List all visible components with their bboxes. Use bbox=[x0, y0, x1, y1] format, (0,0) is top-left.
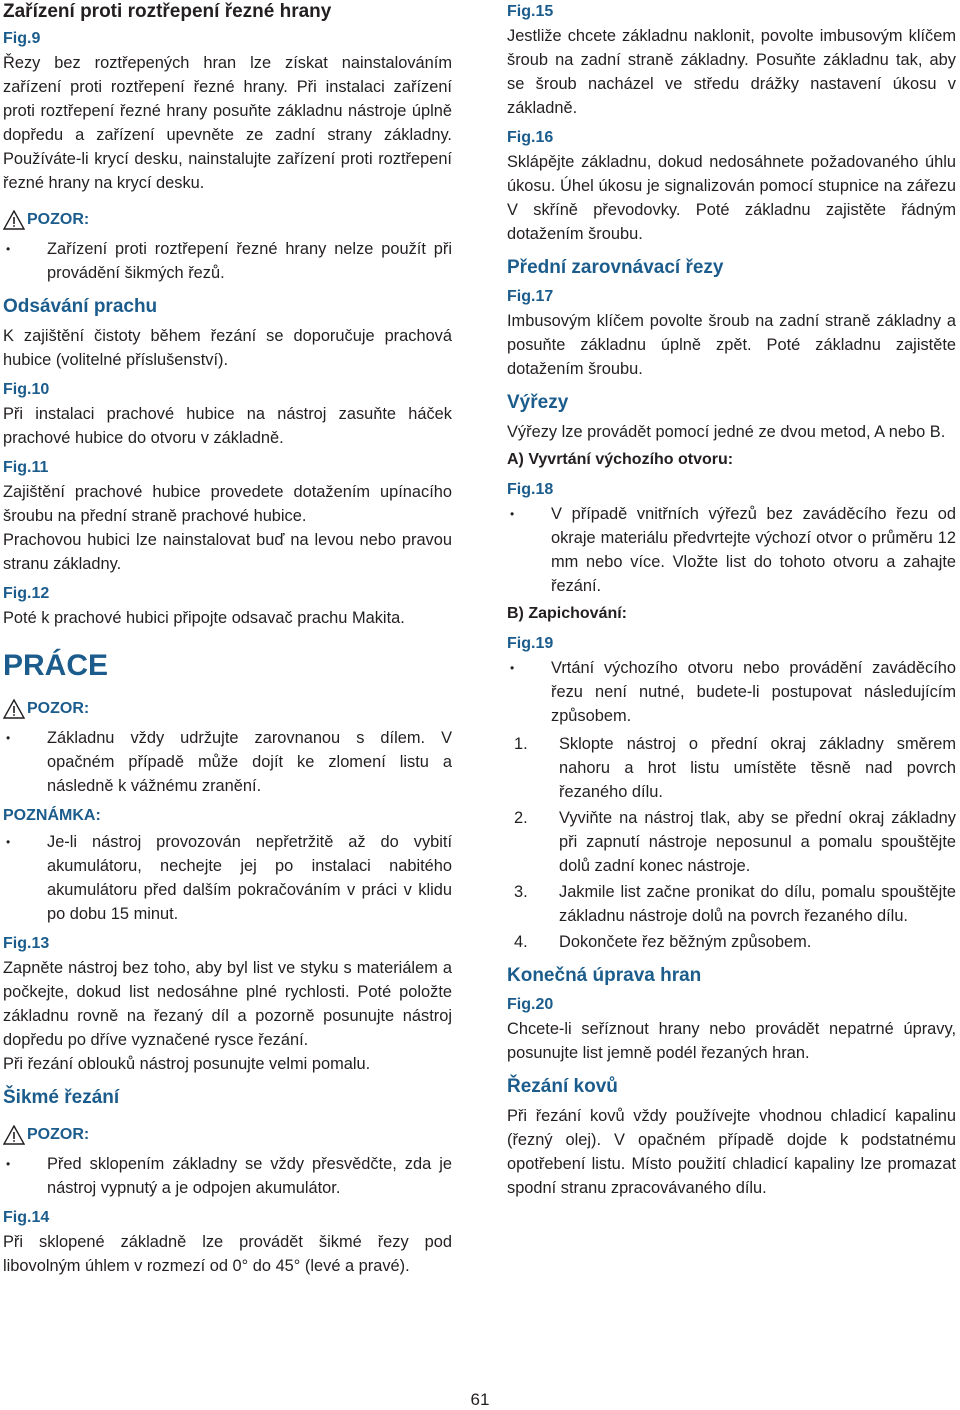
fig-label: Fig.14 bbox=[3, 1209, 50, 1226]
paragraph: K zajištění čistoty během řezání se doporučuje prachová hubice (volitelné příslušenství). bbox=[3, 327, 452, 369]
warning-heading bbox=[3, 207, 452, 233]
warning-label: POZOR: bbox=[27, 1126, 90, 1143]
bullet-text: Zařízení proti roztřepení řezné hrany nelze použít při provádění šikmých řezů. bbox=[47, 240, 452, 282]
page-number: 61 bbox=[470, 1390, 490, 1409]
bullet-text: Před sklopením základny se vždy přesvědčte, zda je nástroj vypnutý a je odpojen akumulátor. bbox=[47, 1155, 452, 1197]
heading-rezani-kovu: Řezání kovů bbox=[507, 1076, 618, 1097]
paragraph: Při řezání kovů vždy používejte vhodnou chladicí kapalinu (řezný olej). V opačném případě dojde k podstatnému opotřebení listu. Místo použití chladicí kapaliny lze promazat spodní stranu zpracovávaného dílu. bbox=[507, 1107, 956, 1197]
right-column bbox=[507, 0, 956, 1200]
paragraph: Při sklopené základně lze provádět šikmé řezy pod libovolným úhlem v rozmezí od 0° do 45° (levé a pravé). bbox=[3, 1233, 452, 1275]
paragraph: Poté k prachové hubici připojte odsavač prachu Makita. bbox=[3, 609, 405, 627]
bullet-item bbox=[3, 237, 452, 285]
numbered-step bbox=[507, 806, 956, 878]
fig-label: Fig.9 bbox=[3, 30, 41, 47]
paragraph: Při instalaci prachové hubice na nástroj zasuňte háček prachové hubice do otvoru v základně. bbox=[3, 405, 452, 447]
fig-label: Fig.16 bbox=[507, 129, 554, 146]
step-text: Sklopte nástroj o přední okraj základny směrem nahoru a hrot listu umístěte těsně nad povrch řezaného dílu. bbox=[559, 735, 956, 801]
bullet-text: V případě vnitřních výřezů bez zaváděcího řezu od okraje materiálu předvrtejte výchozí otvor o průměru 12 mm nebo více. Vložte list do tohoto otvoru a zahajte řezání. bbox=[551, 505, 956, 595]
numbered-step bbox=[507, 880, 956, 928]
paragraph: Výřezy lze provádět pomocí jedné ze dvou metod, A nebo B. bbox=[507, 423, 946, 441]
bullet-text: Je-li nástroj provozován nepřetržitě až do vybití akumulátoru, nechejte jej po instalaci nabitého akumulátoru před dalším pokračováním v práci v klidu po dobu 15 minut. bbox=[47, 833, 452, 923]
fig-label: Fig.10 bbox=[3, 381, 50, 398]
paragraph: Chcete-li seříznout hrany nebo provádět nepatrné úpravy, posunujte list jemně podél řezaných hran. bbox=[507, 1020, 956, 1062]
heading-prace: PRÁCE bbox=[3, 649, 109, 682]
step-number: 2. bbox=[514, 809, 528, 827]
warning-triangle-icon bbox=[3, 210, 25, 230]
paragraph: Jestliže chcete základnu naklonit, povolte imbusovým klíčem šroub na zadní straně základny. Posuňte základnu tak, aby se šroub nacházel ve středu drážky nastavení úkosu v základně. bbox=[507, 27, 956, 117]
bullet-dot-icon: • bbox=[6, 1157, 11, 1171]
bullet-text: Vrtání výchozího otvoru nebo provádění zaváděcího řezu není nutné, budete-li postupovat následujícím způsobem. bbox=[551, 659, 956, 725]
step-number: 1. bbox=[514, 735, 528, 753]
step-text: Vyviňte na nástroj tlak, aby se přední okraj základny při zapnutí nástroje neposunul a pomalu spouštějte dolů zadní konec nástroje. bbox=[559, 809, 956, 875]
paragraph: Řezy bez roztřepených hran lze získat nainstalováním zařízení proti roztřepení řezné hrany. Při instalaci zařízení proti roztřepení řezné hrany posuňte základnu nástroje úplně dopředu a zařízení upevněte ze zadní strany základny. Používáte-li krycí desku, nainstalujte zařízení proti roztřepení řezné hrany na krycí desku. bbox=[3, 54, 452, 192]
bullet-item bbox=[507, 656, 956, 728]
bullet-item bbox=[3, 1152, 452, 1200]
fig-label: Fig.19 bbox=[507, 635, 554, 652]
bullet-dot-icon: • bbox=[510, 507, 515, 521]
step-text: Dokončete řez běžným způsobem. bbox=[559, 933, 812, 951]
bullet-item bbox=[3, 830, 452, 926]
fig-label: Fig.20 bbox=[507, 996, 554, 1013]
paragraph: Imbusovým klíčem povolte šroub na zadní straně základny a posuňte základnu úplně zpět. Poté základnu zajistěte dotažením šroubu. bbox=[507, 312, 956, 378]
paragraph: Zajištění prachové hubice provedete dotažením upínacího šroubu na přední straně prachové hubice. bbox=[3, 483, 452, 525]
heading-predni: Přední zarovnávací řezy bbox=[507, 257, 724, 278]
warning-label: POZOR: bbox=[27, 211, 90, 228]
warning-heading bbox=[3, 1122, 452, 1148]
subheading-b: B) Zapichování: bbox=[507, 605, 628, 622]
step-number: 4. bbox=[514, 933, 528, 951]
heading-odsavani: Odsávání prachu bbox=[3, 296, 158, 317]
paragraph: Sklápějte základnu, dokud nedosáhnete požadovaného úhlu úkosu. Úhel úkosu je signalizován pomocí stupnice na zářezu V skříně převodovky. Poté základnu zajistěte řádným dotažením šroubu. bbox=[507, 153, 956, 243]
fig-label: Fig.13 bbox=[3, 935, 50, 952]
subheading-a: A) Vyvrtání výchozího otvoru: bbox=[507, 451, 734, 468]
numbered-step bbox=[507, 930, 956, 954]
paragraph: Prachovou hubici lze nainstalovat buď na levou nebo pravou stranu základny. bbox=[3, 531, 452, 573]
note-heading: POZNÁMKA: bbox=[3, 807, 101, 824]
fig-label: Fig.12 bbox=[3, 585, 50, 602]
fig-label: Fig.18 bbox=[507, 481, 554, 498]
bullet-dot-icon: • bbox=[6, 731, 11, 745]
bullet-text: Základnu vždy udržujte zarovnanou s dílem. V opačném případě může dojít ke zlomení listu a následně k vážnému zranění. bbox=[47, 729, 452, 795]
heading-vyrezy: Výřezy bbox=[507, 392, 569, 413]
left-column bbox=[3, 0, 452, 1278]
warning-triangle-icon bbox=[3, 1125, 25, 1145]
bullet-item bbox=[3, 726, 452, 798]
step-number: 3. bbox=[514, 883, 528, 901]
heading-zarizeni: Zařízení proti roztřepení řezné hrany bbox=[3, 1, 332, 22]
warning-triangle-icon bbox=[3, 699, 25, 719]
numbered-step bbox=[507, 732, 956, 804]
fig-label: Fig.11 bbox=[3, 459, 49, 476]
warning-heading bbox=[3, 696, 452, 722]
bullet-item bbox=[507, 502, 956, 598]
bullet-dot-icon: • bbox=[6, 242, 11, 256]
warning-label: POZOR: bbox=[27, 700, 90, 717]
heading-konecna: Konečná úprava hran bbox=[507, 965, 702, 986]
step-text: Jakmile list začne pronikat do dílu, pomalu spouštějte základnu nástroje dolů na povrch řezaného dílu. bbox=[559, 883, 956, 925]
bullet-dot-icon: • bbox=[6, 835, 11, 849]
paragraph: Při řezání oblouků nástroj posunujte velmi pomalu. bbox=[3, 1055, 371, 1073]
heading-sikme: Šikmé řezání bbox=[3, 1087, 120, 1108]
fig-label: Fig.17 bbox=[507, 288, 554, 305]
fig-label: Fig.15 bbox=[507, 3, 554, 20]
bullet-dot-icon: • bbox=[510, 661, 515, 675]
paragraph: Zapněte nástroj bez toho, aby byl list ve styku s materiálem a počkejte, dokud list nedosáhne plné rychlosti. Poté položte základnu rovně na řezaný díl a pozorně posunujte nástroj dopředu po dříve vyznačené rysce řezání. bbox=[3, 959, 452, 1049]
